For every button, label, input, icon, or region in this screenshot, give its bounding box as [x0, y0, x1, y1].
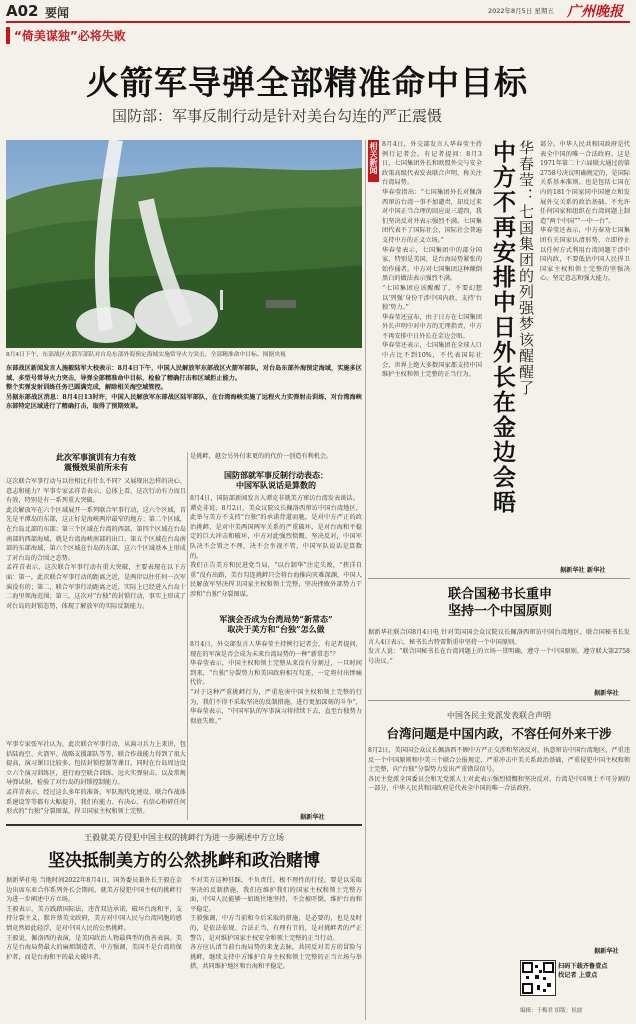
col1-subhead: 此次军事演训有力有效 震慑效果前所未有 [56, 452, 136, 472]
right-col-body: 部分。中华人民共和国政府是代表全中国的唯一合法政府。这是1971年第二十六届联大通过的第2758号决议明确规定的，是国际关系基本准则。也是包括七国在内的181个国家同中国建立和发展外交关系的政治基础。不允许任何国家和组织在台湾问题上制造“两个中国”“一中一台”。 华春莹还表示，中方奉劝七国集团有关国家认清形势，立即停止以任何方式利用台湾问题干涉中国内政，不要低估中国人民捍卫国家主权和领土完整的坚强决心、坚定意志和强大能力。 [540, 141, 630, 283]
page-credits: 编辑：于梅君 组版：侯波 [520, 1008, 583, 1014]
qr-caption: 扫码下载齐鲁壹点 找记者 上壹点 [558, 963, 608, 979]
wangyi-kicker: 王毅就美方侵犯中国主权的挑衅行为进一步阐述中方立场 [84, 833, 284, 842]
parties-kicker: 中国各民主党派发表联合声明 [447, 711, 551, 720]
missile-launch-photo [6, 140, 362, 348]
col1-body: 这次联合军事行动与以往相比有什么不同？又展现出怎样的决心、意志和能力？军事专家孟祥青表示，总体上看，这次行动有力而且有效，特别是有一系列重大突破。 此次解放军在六个区域展开一系列联合军事行动，这六个区域，首先是平潭岛的东部，这正好是海峡两岸最窄的地方；第二个区域，在台岛北部的东部；第三个区域在台湾的西部，第四个区域在台岛南部的西部海域，就是台湾海峡南部的出口，第五个区域在台岛南部的东部海域，第六个区域在台岛的东部，这六个区域基本上形成了对台岛的合围之态势。 孟祥青表示，这次联合军事行动有重大突破，主要表现在以下方面：第一，此次联合军事行动的距离之近，是两岸以往任何一次军演没有的；第二，联合军事行动距离之近，实际上已经进入台岛十二海里领海范围；第三，这次对“台独”的封锁行动，事实上形成了对台岛的封锁态势，体现了解放军的实际反制能力。 [6, 478, 186, 610]
col2-footer: 据新华社 [300, 814, 325, 821]
col1-body-2: 军事专家张军社认为，此次联合军事行动，从演习兵力上来讲，包括陆海空、火箭军、战略支援部队等等，联合作战能力得到了很大提高，演习课目比较多，包括封锁控制等课目，同时在台岛周边设立六个演习训练区，进行海空联合训练、远火实弹射击，以及常规导弹试射，检验了对台岛的封锁控制能力。 孟祥青表示，经过这么多年的准备，军队现代化建设、联合作战体系建设等等都有大幅提升，我们有能力、有决心、有信心粉碎任何形式的“台独”分裂图谋，捍卫国家主权和领土完整。 [6, 741, 186, 816]
parties-headline: 台湾问题是中国内政，不容任何外来干涉 [386, 726, 612, 741]
page-number: A02 [6, 2, 39, 20]
wangyi-body: 据新华社电 当地时间2022年8月4日，国务委员兼外长王毅在金边出席东亚合作系列外长会期间，就美方侵犯中国主权的挑衅行为进一步阐述中方立场。 王毅表示，美方践踏国际法，违背双边承诺，破坏台海和平，支持分裂主义，默许蔡英文政府，美方对中国人民与台湾同胞的感情竟然如此轻浮，是对中国人民的公然挑衅。 王毅说，佩洛西的表演，是美国政治人物最典型的伪善表演。美方是台海局势最大的麻烦制造者，中方强调，美国不是台湾的保护者，而是台海和平的最大破坏者。 [6, 877, 182, 961]
un-rule [368, 700, 630, 701]
col2-body: 8月4日，国防部新闻发言人谭克非就美方窜访台湾发表谈话。 谭克非说，8月2日，美众议院议长佩洛西窜访中国台湾地区，此举与美方不支持“台独”的承诺背道而驰，是对中方严正的政治挑衅，是对中美两国两军关系的严重破坏，是对台海和平稳定的巨大冲击和破坏，中方对此强烈愤慨、坚决反对，中国军队决不会置之不理，决不会坐视不管，中国军队说话是算数的。 我们正告美方和民进党当局，“以台制华”注定失败，“挟洋自重”没有出路，美台勾连挑衅只会将台海推向灾难深渊，中国人民解放军坚决捍卫国家主权和领土完整，坚决挫败外部势力干涉和“台独”分裂图谋。 [190, 495, 362, 598]
right-section-rule [368, 578, 630, 579]
related-news-label: 相关新闻 [369, 142, 378, 174]
lead-paragraph: 东部战区新闻发言人施毅陆军大校表示：8月4日下午，中国人民解放军东部战区火箭军部队，对台岛东部外海预定海域，实施多区域、多型号常导火力突击，导弹全部精准命中目标，检验了精确打击和区域拒止能力。 整个实弹发射训练任务已圆满完成，解除相关海空域管控。 另据东部战区消息：8月4日13时许，中国人民解放军东部战区陆军部队，在台湾海峡实施了远程火力实弹射击训练，对台湾海峡东部特定区域进行了精确打击，取得了预期效果。 [6, 365, 362, 410]
col2-subhead-2: 军演会否成为台湾局势“新常态” 取决于美方和“台独”怎么做 [219, 614, 333, 634]
right-col-footer: 据新华社 新华社 [560, 567, 606, 574]
section-name: 要闻 [45, 6, 70, 20]
main-deck: 国防部：军事反制行动是针对美台勾连的严正震慑 [112, 107, 443, 125]
related-headline-2: 中方不再安排中日外长在金边会晤 [489, 140, 516, 515]
column-tag: “倚美谋独”必将失败 [14, 29, 126, 43]
header-rule [6, 21, 630, 23]
parties-body: 8月2日，美国国会众议长佩洛西不顾中方严正交涉和坚决反对，执意窜访中国台湾地区，严重违反一个中国原则和中美三个联合公报规定，严重冲击中美关系政治基础，严重侵犯中国主权和领土完整，向“台独”分裂势力发出严重错误信号。 各民主党派全国委员会和无党派人士对此表示强烈愤慨和坚决反对。台湾是中国领土不可分割的一部分，中华人民共和国政府是代表全中国的唯一合法政府。 [368, 747, 630, 793]
un-body: 据新华社联合国8月4日电 针对美国国会众议院议长佩洛西窜访中国台湾地区，联合国秘书长发言人4日表示，秘书长古特雷斯重申坚持一个中国原则。 发言人说：“联合国秘书长在台湾问题上的立场一贯明确，遵守一个中国原则，遵守联大第2758号决议。” [368, 629, 630, 665]
qr-code[interactable] [520, 960, 556, 996]
main-headline: 火箭军导弹全部精准命中目标 [86, 63, 528, 102]
wangyi-headline: 坚决抵制美方的公然挑衅和政治赌博 [48, 851, 320, 871]
col2-subhead: 国防部就军事反制行动表态： 中国军队说话是算数的 [224, 470, 328, 490]
related-body: 8月4日，外交部发言人华春莹主持例行记者会。有记者提问：8月3日，七国集团外长和欧盟外交与安全政策高级代表发表联合声明，称关注台湾局势。 华春莹指出：“七国集团外长对佩洛西窜访台湾一事不加谴责，却反过来对中国正当合理的回应说三道四，我们坚决反对并表示强烈不满。七国集团代表不了国际社会，国际社会普遍支持中方的正义立场。” 华春莹表示，七国集团中的部分国家，特别是美国，是台海局势紧张的始作俑者。中方对七国集团这种颠倒黑白的做法表示强烈不满。 “七国集团应该醒醒了，不要幻想以‘列强’身份干涉中国内政、支持‘台独’势力。” 华春莹还宣布，由于日方在七国集团外长声明中对中方的无理指责，中方不再安排中日外长在金边会晤。 华春莹还表示，七国集团在全球人口中占比不到10%，不代表国际社会，世界上绝大多数国家都支持中国维护主权和领土完整的正当行为。 [382, 141, 482, 379]
un-headline: 联合国秘书长重申 坚持一个中国原则 [447, 587, 552, 619]
photo-caption: 8月4日下午，东部战区火箭军部队对台岛东部外海预定海域实施常导火力突击，全部精准命中目标。图据央视 [6, 352, 286, 358]
col2-body-2: 8月4日，外交部发言人华春莹主持例行记者会，有记者提问，现在的军演是否会成为未来台湾局势的一种“新常态”？ 华春莹表示，中国主权和领土完整从来没有分割过，一旦时间到来，“台独”分裂势力和美国政府相互勾连，一定将付出惨痛代价。 “对于这种严重挑衅行为，严重危害中国主权和领土完整的行为，我们不得不采取坚决的反制措施，进行更加深刻的斗争”，华春莹表示，“中国军队的军事演习将持续下去，直至台独势力彻底失败。” [190, 641, 362, 725]
bottom-divider [365, 700, 366, 1020]
parties-footer: 据新华社 [594, 948, 619, 955]
un-footer: 据新华社 [594, 690, 619, 697]
column-tag-badge [6, 27, 10, 44]
newspaper-logo: 广州晚报 [567, 4, 623, 20]
bottom-section-rule [6, 824, 362, 826]
related-headline: 华春莹：七国集团的列强梦该醒醒了 [517, 140, 535, 396]
col-divider-1 [187, 452, 188, 820]
main-tail-line: 是挑衅，越会另外付来更的的代价一创造有利机会。 [190, 453, 333, 460]
wangyi-body-2: 不对美方这种狂踩，不负责任，极不理性的行径，要是以采取坚决的反制措施，我们在维护我们的国家主权和领土完整方面，中国人民能够一如既往地坚持，不会被吓倒，维护台海和平稳定。 王毅强调，中方当前和今后采取的措施，是必要的，也是及时的，是依法依规、合法正当、有理有节的，是对挑衅者的严正警告，是对维护国家主权安全和领土完整的正当行动。 各方应认清当前台海局势的来龙去脉，共同反对美方的冒险与挑衅，继续支持中方维护自身主权和领土完整的正当立场与举措，共同维护地区和台海和平稳定。 [190, 877, 362, 971]
issue-date: 2022年8月5日 星期五 [488, 7, 554, 15]
